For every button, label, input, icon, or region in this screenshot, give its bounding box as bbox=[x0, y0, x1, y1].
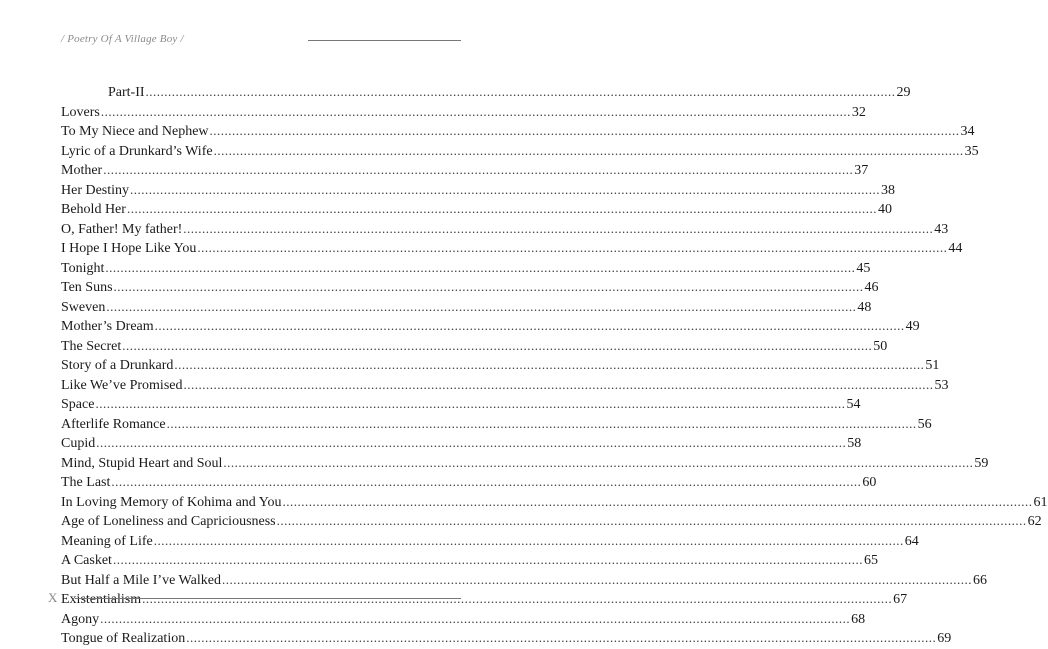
toc-entry bbox=[61, 472, 877, 492]
toc-entry-title: Meaning of Life bbox=[61, 533, 153, 549]
toc-entry-page: 50 bbox=[873, 338, 888, 354]
toc-entry-title: Her Destiny bbox=[61, 182, 130, 198]
toc-leader-dots: ........................................................................................................................................................................................................ bbox=[130, 181, 881, 197]
toc-entry-title: Cupid bbox=[61, 436, 96, 451]
toc-leader-dots: ........................................................................................................................................................................................................ bbox=[113, 279, 864, 294]
toc-entry-page: 38 bbox=[881, 182, 896, 198]
toc-entry bbox=[61, 258, 871, 278]
toc-entry-title: Lyric of a Drunkard’s Wife bbox=[61, 143, 213, 159]
toc-entry bbox=[61, 550, 878, 570]
toc-leader-dots: ........................................................................................................................................................................................................ bbox=[126, 201, 877, 216]
toc-entry-title: Afterlife Romance bbox=[61, 416, 166, 432]
toc-entry-page: 29 bbox=[896, 85, 911, 100]
toc-entry-title: Lovers bbox=[61, 104, 100, 120]
toc-entry bbox=[61, 102, 866, 122]
toc-leader-dots: ........................................................................................................................................................................................................ bbox=[183, 220, 934, 236]
toc-entry-title: Tonight bbox=[61, 260, 105, 276]
toc-entry-title: Age of Loneliness and Capriciousness bbox=[61, 514, 276, 529]
toc-entry-page: 54 bbox=[846, 397, 861, 412]
toc-entry bbox=[61, 609, 866, 629]
toc-leader-dots: ........................................................................................................................................................................................................ bbox=[105, 259, 856, 275]
footer-page-number: X bbox=[48, 590, 58, 605]
toc-entry-page: 40 bbox=[877, 202, 892, 217]
toc-entry bbox=[61, 297, 872, 317]
toc-entry-page: 35 bbox=[964, 143, 979, 159]
toc-entry bbox=[61, 336, 888, 356]
toc-entry-page: 66 bbox=[972, 572, 987, 588]
toc-entry-page: 64 bbox=[904, 533, 919, 549]
toc-entry bbox=[61, 316, 920, 336]
running-header-title: / Poetry Of A Village Boy / bbox=[61, 33, 184, 45]
toc-leader-dots: ........................................................................................................................................................................................................ bbox=[106, 298, 857, 314]
toc-entry-title: In Loving Memory of Kohima and You bbox=[61, 494, 282, 510]
toc-leader-dots: ........................................................................................................................................................................................................ bbox=[103, 162, 854, 177]
toc-entry-page: 68 bbox=[851, 611, 866, 627]
toc-entry-page: 44 bbox=[948, 241, 963, 256]
toc-entry bbox=[61, 453, 989, 473]
toc-entry bbox=[61, 141, 979, 161]
toc-entry bbox=[61, 492, 1048, 512]
toc-leader-dots: ........................................................................................................................................................................................................ bbox=[154, 318, 905, 333]
toc-leader-dots: ........................................................................................................................................................................................................ bbox=[112, 552, 863, 567]
toc-entry bbox=[61, 82, 911, 102]
toc-entry bbox=[61, 199, 892, 219]
toc-entry-title: To My Niece and Nephew bbox=[61, 124, 209, 139]
toc-leader-dots: ........................................................................................................................................................................................................ bbox=[186, 630, 937, 645]
toc-leader-dots: ........................................................................................................................................................................................................ bbox=[166, 415, 917, 431]
toc-entry-page: 37 bbox=[854, 163, 869, 178]
toc-leader-dots: ........................................................................................................................................................................................................ bbox=[122, 337, 873, 353]
toc-entry bbox=[61, 628, 952, 648]
toc-entry-page: 59 bbox=[974, 455, 989, 471]
toc-entry-page: 65 bbox=[863, 553, 878, 568]
footer-rule bbox=[75, 598, 461, 599]
toc-leader-dots: ........................................................................................................................................................................................................ bbox=[95, 396, 846, 411]
toc-entry bbox=[61, 570, 987, 590]
toc-entry-title: Agony bbox=[61, 611, 100, 627]
toc-entry-title: Mind, Stupid Heart and Soul bbox=[61, 455, 223, 471]
toc-entry-page: 32 bbox=[851, 104, 866, 120]
toc-entry-page: 56 bbox=[917, 416, 932, 432]
toc-entry-page: 67 bbox=[893, 592, 908, 607]
toc-entry bbox=[61, 238, 963, 258]
table-of-contents bbox=[61, 82, 1048, 648]
toc-entry-title: Sweven bbox=[61, 299, 106, 315]
toc-entry-page: 62 bbox=[1027, 514, 1042, 529]
toc-entry-title: I Hope I Hope Like You bbox=[61, 241, 197, 256]
toc-entry-title: O, Father! My father! bbox=[61, 221, 183, 237]
toc-leader-dots: ........................................................................................................................................................................................................ bbox=[197, 240, 948, 255]
toc-leader-dots: ........................................................................................................................................................................................................ bbox=[100, 103, 851, 119]
toc-entry bbox=[61, 180, 896, 200]
toc-entry-title: Mother bbox=[61, 163, 103, 178]
toc-entry-page: 34 bbox=[960, 124, 975, 139]
toc-entry-title: Like We’ve Promised bbox=[61, 377, 183, 393]
toc-entry bbox=[61, 277, 879, 297]
toc-entry bbox=[61, 375, 949, 395]
toc-entry-page: 43 bbox=[934, 221, 949, 237]
toc-entry-title: A Casket bbox=[61, 553, 112, 568]
toc-leader-dots: ........................................................................................................................................................................................................ bbox=[100, 610, 851, 626]
toc-entry-title: The Last bbox=[61, 475, 111, 490]
toc-entry-title: Part-II bbox=[108, 85, 145, 100]
toc-entry bbox=[61, 414, 932, 434]
toc-entry-page: 69 bbox=[937, 631, 952, 646]
toc-entry-page: 61 bbox=[1033, 494, 1048, 510]
toc-entry bbox=[61, 355, 940, 375]
toc-leader-dots: ........................................................................................................................................................................................................ bbox=[153, 532, 904, 548]
toc-entry-page: 45 bbox=[856, 260, 871, 276]
toc-entry bbox=[61, 219, 949, 239]
toc-leader-dots: ........................................................................................................................................................................................................ bbox=[223, 454, 974, 470]
toc-entry-title: Story of a Drunkard bbox=[61, 358, 174, 373]
header-rule bbox=[308, 40, 461, 41]
toc-entry-title: Space bbox=[61, 397, 95, 412]
toc-leader-dots: ........................................................................................................................................................................................................ bbox=[183, 376, 934, 392]
toc-entry-title: Ten Suns bbox=[61, 280, 113, 295]
toc-entry-title: Behold Her bbox=[61, 202, 126, 217]
toc-entry-page: 60 bbox=[862, 475, 877, 490]
toc-entry bbox=[61, 531, 919, 551]
toc-entry-title: Mother’s Dream bbox=[61, 319, 154, 334]
toc-leader-dots: ........................................................................................................................................................................................................ bbox=[96, 435, 847, 450]
toc-leader-dots: ........................................................................................................................................................................................................ bbox=[282, 493, 1033, 509]
toc-entry bbox=[61, 394, 861, 414]
toc-entry-title: But Half a Mile I’ve Walked bbox=[61, 572, 221, 588]
toc-entry-title: Tongue of Realization bbox=[61, 631, 186, 646]
toc-entry-page: 46 bbox=[864, 280, 879, 295]
toc-leader-dots: ........................................................................................................................................................................................................ bbox=[213, 142, 964, 158]
toc-entry bbox=[61, 433, 862, 453]
toc-leader-dots: ........................................................................................................................................................................................................ bbox=[145, 84, 896, 99]
toc-leader-dots: ........................................................................................................................................................................................................ bbox=[221, 571, 972, 587]
toc-entry-page: 53 bbox=[934, 377, 949, 393]
toc-entry bbox=[61, 160, 869, 180]
toc-entry-page: 58 bbox=[847, 436, 862, 451]
toc-leader-dots: ........................................................................................................................................................................................................ bbox=[142, 591, 893, 606]
toc-entry-page: 49 bbox=[905, 319, 920, 334]
toc-entry-page: 51 bbox=[925, 358, 940, 373]
toc-entry-title: The Secret bbox=[61, 338, 122, 354]
toc-entry bbox=[61, 121, 975, 141]
toc-entry-title: Existentialism bbox=[61, 592, 142, 607]
toc-entry bbox=[61, 511, 1042, 531]
toc-leader-dots: ........................................................................................................................................................................................................ bbox=[209, 123, 960, 138]
toc-leader-dots: ........................................................................................................................................................................................................ bbox=[174, 357, 925, 372]
toc-entry-page: 48 bbox=[857, 299, 872, 315]
toc-leader-dots: ........................................................................................................................................................................................................ bbox=[276, 513, 1027, 528]
toc-leader-dots: ........................................................................................................................................................................................................ bbox=[111, 474, 862, 489]
